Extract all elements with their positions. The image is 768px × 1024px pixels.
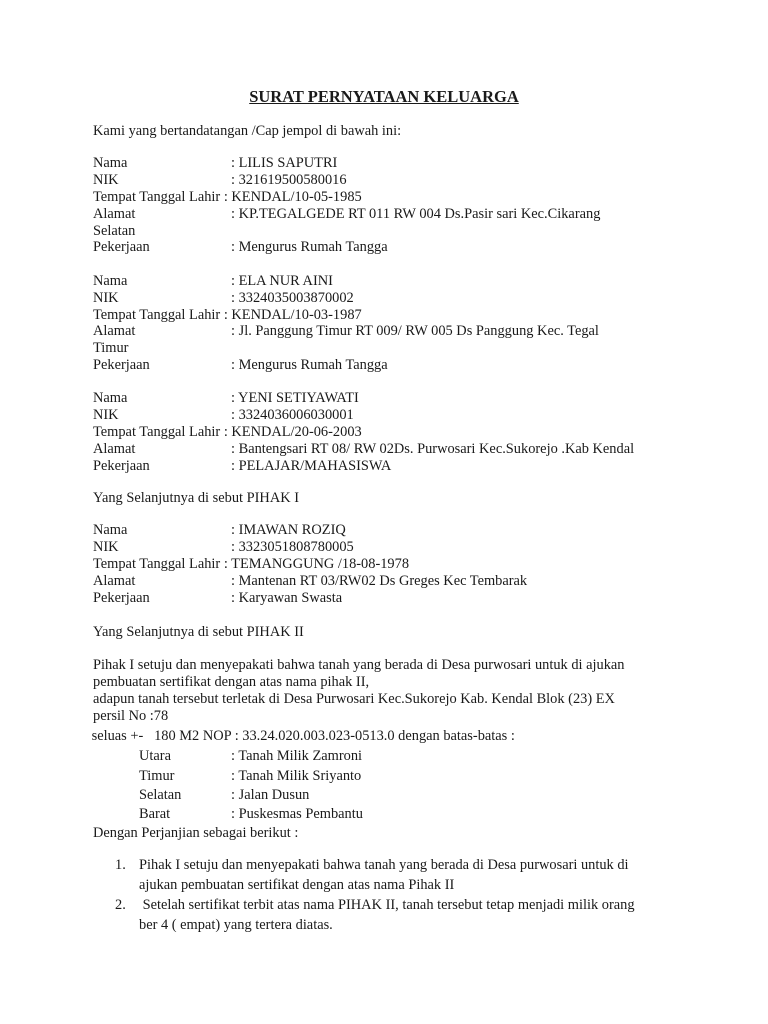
intro-text: Kami yang bertandatangan /Cap jempol di bawah ini: bbox=[93, 123, 402, 139]
person1-ttl: : KENDAL/10-05-1985 bbox=[223, 189, 362, 205]
person3-pekerjaan: : PELAJAR/MAHASISWA bbox=[231, 458, 392, 474]
alamat-label: Alamat bbox=[93, 206, 136, 222]
list-item-line: Setelah sertifikat terbit atas nama PIHAK II, tanah tersebut tetap menjadi milik orang bbox=[139, 897, 635, 913]
person3-pekerjaan-row bbox=[93, 458, 391, 475]
nama-label: Nama bbox=[93, 522, 128, 538]
list-item-line: Pihak I setuju dan menyepakati bahwa tanah yang berada di Desa purwosari untuk di bbox=[139, 857, 629, 873]
batas-barat-label: Barat bbox=[139, 806, 171, 822]
nik-label: NIK bbox=[93, 539, 119, 555]
nik-label: NIK bbox=[93, 290, 119, 306]
person3-alamat-row bbox=[93, 441, 634, 458]
person4-alamat-row bbox=[93, 573, 527, 590]
person2-pekerjaan-row bbox=[93, 357, 388, 374]
paragraph-line: seluas +- 180 M2 NOP : 33.24.020.003.023-0513.0 dengan batas-batas : bbox=[88, 728, 515, 744]
person3-nik-row bbox=[93, 407, 354, 424]
batas-timur-value: : Tanah Milik Sriyanto bbox=[231, 768, 362, 784]
person2-nama: : ELA NUR AINI bbox=[231, 273, 333, 289]
person2-ttl-row bbox=[93, 307, 362, 324]
alamat-label: Alamat bbox=[93, 323, 136, 339]
batas-timur-label: Timur bbox=[139, 768, 175, 784]
nama-label: Nama bbox=[93, 390, 128, 406]
person4-nama-row bbox=[93, 522, 346, 539]
pihak2-text: Yang Selanjutnya di sebut PIHAK II bbox=[93, 624, 304, 640]
pekerjaan-label: Pekerjaan bbox=[93, 239, 150, 255]
person2-alamat-cont: Timur bbox=[93, 340, 129, 356]
batas-utara-label: Utara bbox=[139, 748, 171, 764]
ttl-label: Tempat Tanggal Lahir bbox=[93, 307, 221, 323]
person2-alamat-row bbox=[93, 323, 599, 340]
nama-label: Nama bbox=[93, 155, 128, 171]
paragraph-line: adapun tanah tersebut terletak di Desa Purwosari Kec.Sukorejo Kab. Kendal Blok (23) EX bbox=[93, 691, 615, 707]
person3-ttl-row bbox=[93, 424, 362, 441]
batas-selatan-label: Selatan bbox=[139, 787, 182, 803]
list-number: 1. bbox=[115, 857, 126, 873]
person1-ttl-row bbox=[93, 189, 362, 206]
person3-nik: : 3324036006030001 bbox=[231, 407, 354, 423]
perjanjian-intro: Dengan Perjanjian sebagai berikut : bbox=[93, 825, 299, 841]
person4-pekerjaan-row bbox=[93, 590, 342, 607]
person2-pekerjaan: : Mengurus Rumah Tangga bbox=[231, 357, 388, 373]
person4-ttl: : TEMANGGUNG /18-08-1978 bbox=[223, 556, 410, 572]
person1-pekerjaan-row bbox=[93, 239, 388, 256]
batas-barat-value: : Puskesmas Pembantu bbox=[231, 806, 363, 822]
person4-alamat: : Mantenan RT 03/RW02 Ds Greges Kec Tembarak bbox=[231, 573, 528, 589]
person1-nik: : 321619500580016 bbox=[231, 172, 347, 188]
person1-nama-row bbox=[93, 155, 337, 172]
person1-alamat-row bbox=[93, 206, 600, 223]
nama-label: Nama bbox=[93, 273, 128, 289]
alamat-label: Alamat bbox=[93, 573, 136, 589]
person4-nik-row bbox=[93, 539, 354, 556]
paragraph-line: persil No :78 bbox=[93, 708, 169, 724]
ttl-label: Tempat Tanggal Lahir bbox=[93, 189, 221, 205]
list-number: 2. bbox=[115, 897, 126, 913]
person4-pekerjaan: : Karyawan Swasta bbox=[231, 590, 343, 606]
person3-alamat: : Bantengsari RT 08/ RW 02Ds. Purwosari Kec.Sukorejo .Kab Kendal bbox=[231, 441, 635, 457]
person1-nama: : LILIS SAPUTRI bbox=[231, 155, 338, 171]
pihak1-text: Yang Selanjutnya di sebut PIHAK I bbox=[93, 490, 299, 506]
person2-alamat: : Jl. Panggung Timur RT 009/ RW 005 Ds Panggung Kec. Tegal bbox=[231, 323, 599, 339]
person1-alamat-cont: Selatan bbox=[93, 223, 136, 239]
batas-utara-value: : Tanah Milik Zamroni bbox=[231, 748, 363, 764]
person1-nik-row bbox=[93, 172, 347, 189]
list-item-line: ber 4 ( empat) yang tertera diatas. bbox=[139, 917, 333, 933]
pekerjaan-label: Pekerjaan bbox=[93, 458, 150, 474]
person3-ttl: : KENDAL/20-06-2003 bbox=[223, 424, 362, 440]
pekerjaan-label: Pekerjaan bbox=[93, 590, 150, 606]
paragraph-line: pembuatan sertifikat dengan atas nama pihak II, bbox=[93, 674, 370, 690]
person4-nama: : IMAWAN ROZIQ bbox=[231, 522, 346, 538]
person2-nik: : 3324035003870002 bbox=[231, 290, 354, 306]
nik-label: NIK bbox=[93, 172, 119, 188]
person1-alamat: : KP.TEGALGEDE RT 011 RW 004 Ds.Pasir sari Kec.Cikarang bbox=[231, 206, 601, 222]
person3-nama: : YENI SETIYAWATI bbox=[231, 390, 359, 406]
person2-ttl: : KENDAL/10-03-1987 bbox=[223, 307, 362, 323]
list-item-line: ajukan pembuatan sertifikat dengan atas nama Pihak II bbox=[139, 877, 455, 893]
pekerjaan-label: Pekerjaan bbox=[93, 357, 150, 373]
nik-label: NIK bbox=[93, 407, 119, 423]
ttl-label: Tempat Tanggal Lahir bbox=[93, 424, 221, 440]
batas-selatan-value: : Jalan Dusun bbox=[231, 787, 310, 803]
person4-nik: : 3323051808780005 bbox=[231, 539, 354, 555]
person1-pekerjaan: : Mengurus Rumah Tangga bbox=[231, 239, 388, 255]
person2-nik-row bbox=[93, 290, 354, 307]
paragraph-line: Pihak I setuju dan menyepakati bahwa tanah yang berada di Desa purwosari untuk di ajukan bbox=[93, 657, 625, 673]
document-title: SURAT PERNYATAAN KELUARGA bbox=[249, 87, 519, 106]
person4-ttl-row bbox=[93, 556, 409, 573]
ttl-label: Tempat Tanggal Lahir bbox=[93, 556, 221, 572]
person3-nama-row bbox=[93, 390, 359, 407]
alamat-label: Alamat bbox=[93, 441, 136, 457]
person2-nama-row bbox=[93, 273, 333, 290]
